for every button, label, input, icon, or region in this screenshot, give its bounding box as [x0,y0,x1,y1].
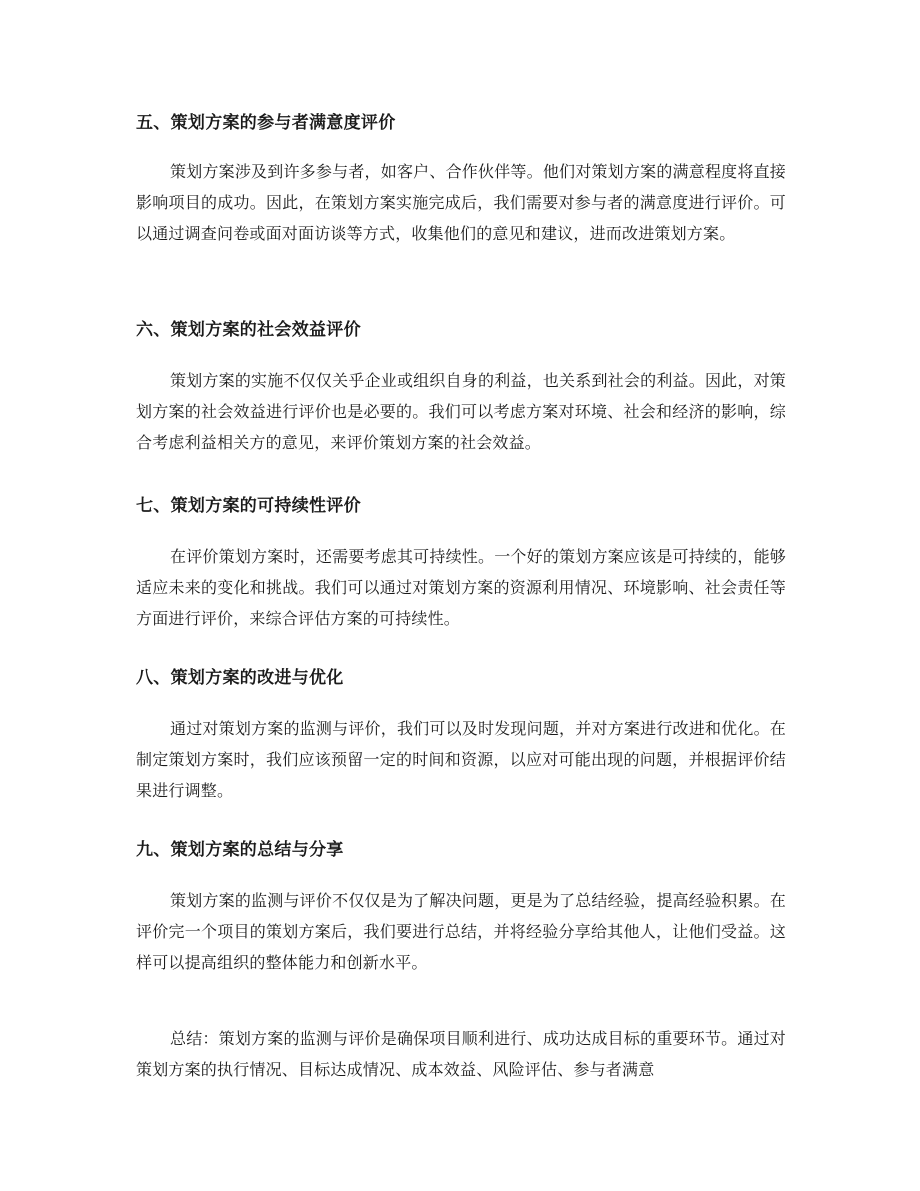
section-heading-9: 九、策划方案的总结与分享 [136,840,344,860]
section-body-8: 通过对策划方案的监测与评价，我们可以及时发现问题，并对方案进行改进和优化。在制定策划方案时，我们应该预留一定的时间和资源，以应对可能出现的问题，并根据评价结果进行调整。 [136,719,786,800]
section-body-5: 策划方案涉及到许多参与者，如客户、合作伙伴等。他们对策划方案的满意程度将直接影响项目的成功。因此，在策划方案实施完成后，我们需要对参与者的满意度进行评价。可以通过调查问卷或面对面访谈等方式，收集他们的意见和建议，进而改进策划方案。 [136,162,786,243]
section-body-6: 策划方案的实施不仅仅关乎企业或组织自身的利益，也关系到社会的利益。因此，对策划方案的社会效益进行评价也是必要的。我们可以考虑方案对环境、社会和经济的影响，综合考虑利益相关方的意见，来评价策划方案的社会效益。 [136,371,786,452]
section-heading-6: 六、策划方案的社会效益评价 [136,320,361,340]
section-heading-7: 七、策划方案的可持续性评价 [136,496,361,516]
summary-paragraph: 总结：策划方案的监测与评价是确保项目顺利进行、成功达成目标的重要环节。通过对策划方案的执行情况、目标达成情况、成本效益、风险评估、参与者满意 [136,1029,786,1079]
section-body-9: 策划方案的监测与评价不仅仅是为了解决问题，更是为了总结经验，提高经验积累。在评价完一个项目的策划方案后，我们要进行总结，并将经验分享给其他人，让他们受益。这样可以提高组织的整体能力和创新水平。 [136,891,786,972]
section-heading-8: 八、策划方案的改进与优化 [136,668,344,688]
section-body-7: 在评价策划方案时，还需要考虑其可持续性。一个好的策划方案应该是可持续的，能够适应未来的变化和挑战。我们可以通过对策划方案的资源利用情况、环境影响、社会责任等方面进行评价，来综合评估方案的可持续性。 [136,547,786,628]
section-heading-5: 五、策划方案的参与者满意度评价 [136,113,396,133]
